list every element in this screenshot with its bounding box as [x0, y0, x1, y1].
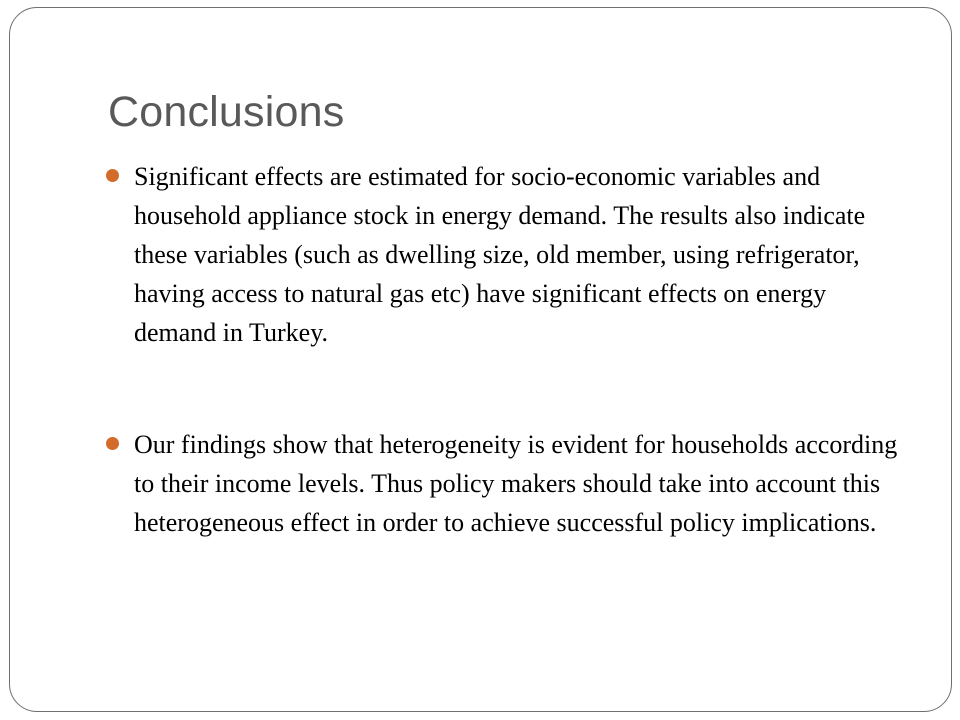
bullet-text: Our findings show that heterogeneity is evident for households according to their income levels. Thus policy makers should take into account this heterogeneous effect in order to achieve successful policy implications. — [134, 430, 898, 537]
bullet-dot-icon — [106, 437, 119, 450]
bullet-item — [134, 157, 904, 352]
bullet-dot-icon — [106, 169, 119, 182]
slide-title: Conclusions — [108, 88, 345, 136]
bullet-item — [134, 425, 904, 542]
bullet-text: Significant effects are estimated for socio-economic variables and household appliance stock in energy demand. The results also indicate these variables (such as dwelling size, old member, using refrigerator, having access to natural gas etc) have significant effects on energy demand in Turkey. — [134, 162, 866, 347]
